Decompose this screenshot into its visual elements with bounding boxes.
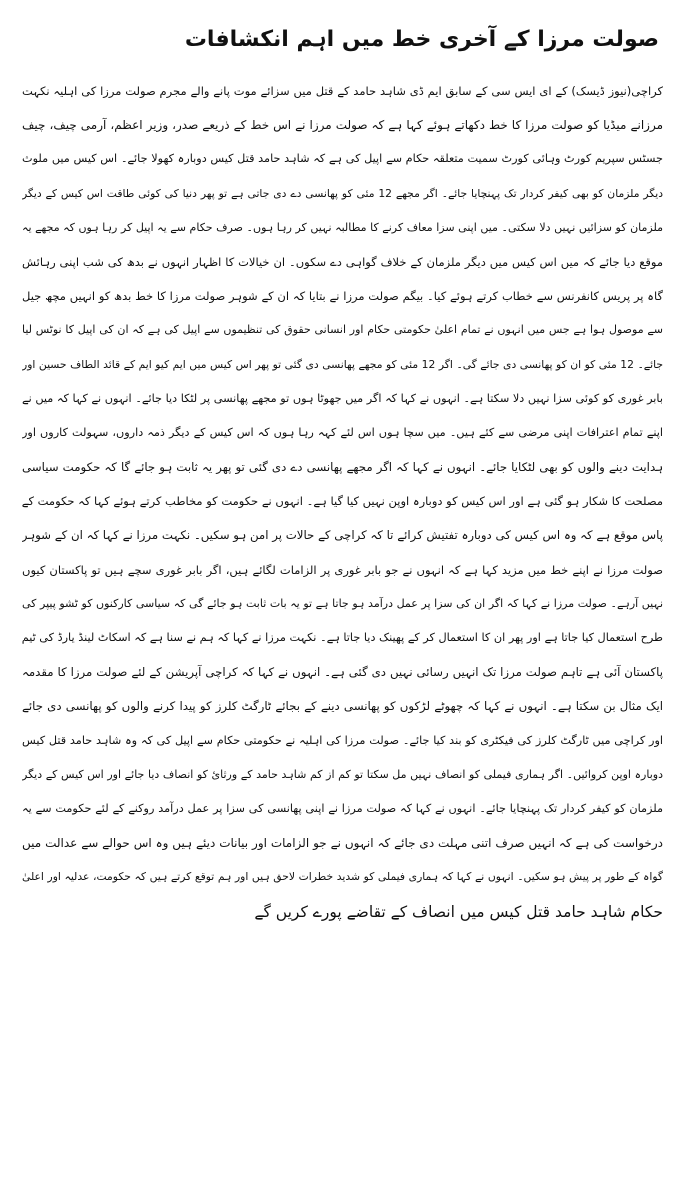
article-line: نہیں آرہے۔ صولت مرزا نے کہا کہ اگر ان کی سزا پر عمل درآمد ہو جاتا ہے تو یہ بات ثابت ہو جائے گی کہ سیاسی کارکنوں کو ٹشو پیپر کی (22, 596, 663, 610)
article-line: درخواست کی ہے کہ انہیں صرف اتنی مہلت دی جائے کہ انہوں نے جو الزامات اور بیانات دیئے ہیں وہ اس حوالے سے عدالت میں (22, 836, 663, 851)
article-line: پاکستان آئی ہے تاہم صولت مرزا تک انہیں رسائی نہیں دی گئی ہے۔ انہوں نے کہا کہ کراچی آپریشن کے لئے صولت مرزا کا مقدمہ (22, 665, 663, 680)
article-line: صولت مرزا نے اپنے خط میں مزید کہا ہے کہ انہوں نے جو بابر غوری پر الزامات لگائے ہیں، اگر بابر غوری سچے ہیں تو پاکستان کیوں (22, 562, 663, 577)
article-body (22, 74, 663, 929)
article-line: اپنے تمام اعترافات اپنی مرضی سے کئے ہیں۔ میں سچا ہوں اس لئے کہہ رہا ہوں کہ اس کیس کے دیگر ذمہ داروں، سہولت کاروں اور (22, 425, 663, 439)
article-line: کراچی(نیوز ڈیسک) کے ای ایس سی کے سابق ایم ڈی شاہد حامد کے قتل میں سزائے موت پانے والے مجرم صولت مرزا کی اہلیہ نکہت (22, 84, 663, 98)
article-line: گاہ پر پریس کانفرنس سے خطاب کرتے ہوئے کیا۔ بیگم صولت مرزا نے بتایا کہ ان کے شوہر صولت مرزا کا خط بدھ کو انہیں مچھ جیل (22, 289, 663, 304)
article-headline: صولت مرزا کے آخری خط میں اہم انکشافات (184, 27, 659, 52)
article-line: مصلحت کا شکار ہو گئی ہے اور اس کیس کو دوبارہ اوپن نہیں کیا گیا ہے۔ انہوں نے حکومت کو مخاطب کرتے ہوئے کہا کہ حکومت کے (22, 494, 663, 509)
article-line: ملزمان کو کیفر کردار تک پہنچایا جائے۔ انہوں نے کہا کہ صولت مرزا نے اپنی پھانسی کی سزا پر عمل درآمد روکنے کے لئے حکومت سے یہ (22, 801, 663, 815)
article-line: ہدایت دینے والوں کو بھی لٹکایا جائے۔ انہوں نے کہا کہ اگر مجھے پھانسی دے دی گئی تو پھر یہ ثابت ہو جائے گا کہ حکومت سیاسی (22, 460, 663, 475)
article-line: دیگر ملزمان کو بھی کیفر کردار تک پہنچایا جائے۔ اگر مجھے 12 مئی کو پھانسی دے دی جاتی ہے تو پھر دنیا کی کوئی طاقت اس کیس کے دیگر (22, 186, 663, 200)
article-line: جائے۔ 12 مئی کو ان کو پھانسی دی جائے گی۔ اگر 12 مئی کو مجھے پھانسی دی گئی تو پھر اس کیس میں ایم کیو ایم کے قائد الطاف حسین اور (22, 357, 663, 371)
article-line: دوبارہ اوپن کروائیں۔ اگر ہماری فیملی کو انصاف نہیں مل سکتا تو کم از کم شاہد حامد کے ورثائ کو انصاف دیا جائے اور اس کیس کے دیگر (22, 767, 663, 781)
article-line: گواہ کے طور پر پیش ہو سکیں۔ انہوں نے کہا کہ ہماری فیملی کو شدید خطرات لاحق ہیں اور ہم توقع کرتے ہیں کہ حکومت، عدلیہ اور اعلیٰ (22, 870, 663, 884)
article-line: ملزمان کو سزائیں نہیں دلا سکتی۔ میں اپنی سزا معاف کرنے کا مطالبہ نہیں کر رہا ہوں۔ صرف حکام سے یہ اپیل کر رہا ہوں کہ مجھے یہ (22, 220, 663, 234)
article-line: سے موصول ہوا ہے جس میں انہوں نے تمام اعلیٰ حکومتی حکام اور انسانی حقوق کی تنظیموں سے اپیل کی ہے کہ ان کی اپیل کا نوٹس لیا (22, 323, 663, 337)
article-line: اور کراچی میں ٹارگٹ کلرز کی فیکٹری کو بند کیا جائے۔ صولت مرزا کی اہلیہ نے حکومتی حکام سے اپیل کی کہ وہ شاہد حامد قتل کیس (22, 733, 663, 747)
article-line: بابر غوری کو کوئی سزا نہیں دلا سکتا ہے۔ انہوں نے کہا کہ اگر میں جھوٹا ہوں تو مجھے پھانسی پر لٹکا دیا جائے۔ انہوں نے کہا کہ میں نے (22, 391, 663, 405)
article-line: طرح استعمال کیا جاتا ہے اور پھر ان کا استعمال کر کے پھینک دیا جاتا ہے۔ نکہت مرزا نے کہا کہ ہم نے سنا ہے کہ اسکاٹ لینڈ یارڈ کی ٹیم (22, 631, 663, 644)
article-line: جسٹس سپریم کورٹ وہائی کورٹ سمیت متعلقہ حکام سے اپیل کی ہے کہ شاہد حامد قتل کیس دوبارہ کھولا جائے۔ اس کیس میں ملوث (22, 152, 663, 166)
article-line: موقع دیا جائے کہ میں اس کیس میں دیگر ملزمان کے خلاف گواہی دے سکوں۔ ان خیالات کا اظہار انہوں نے بدھ کی شب اپنی رہائش (22, 254, 663, 269)
article-line: مرزانے میڈیا کو صولت مرزا کا خط دکھاتے ہوئے کہا ہے کہ صولت مرزا نے اس خط کے ذریعے صدر، وزیر اعظم، آرمی چیف، چیف (22, 118, 663, 133)
article-line: پاس موقع ہے کہ وہ اس کیس کی دوبارہ تفتیش کرائے تا کہ کراچی کے حالات پر امن ہو سکیں۔ نکہت مرزا نے کہا کہ ان کے شوہر (22, 528, 663, 543)
article-line: ایک مثال بن سکتا ہے۔ انہوں نے کہا کہ چھوٹے لڑکوں کو پھانسی دینے کے بجائے ٹارگٹ کلرز کو پیدا کرنے والوں کو پھانسی دی جائے (22, 699, 663, 714)
article-line-last: حکام شاہد حامد قتل کیس میں انصاف کے تقاضے پورے کریں گے (254, 902, 663, 921)
